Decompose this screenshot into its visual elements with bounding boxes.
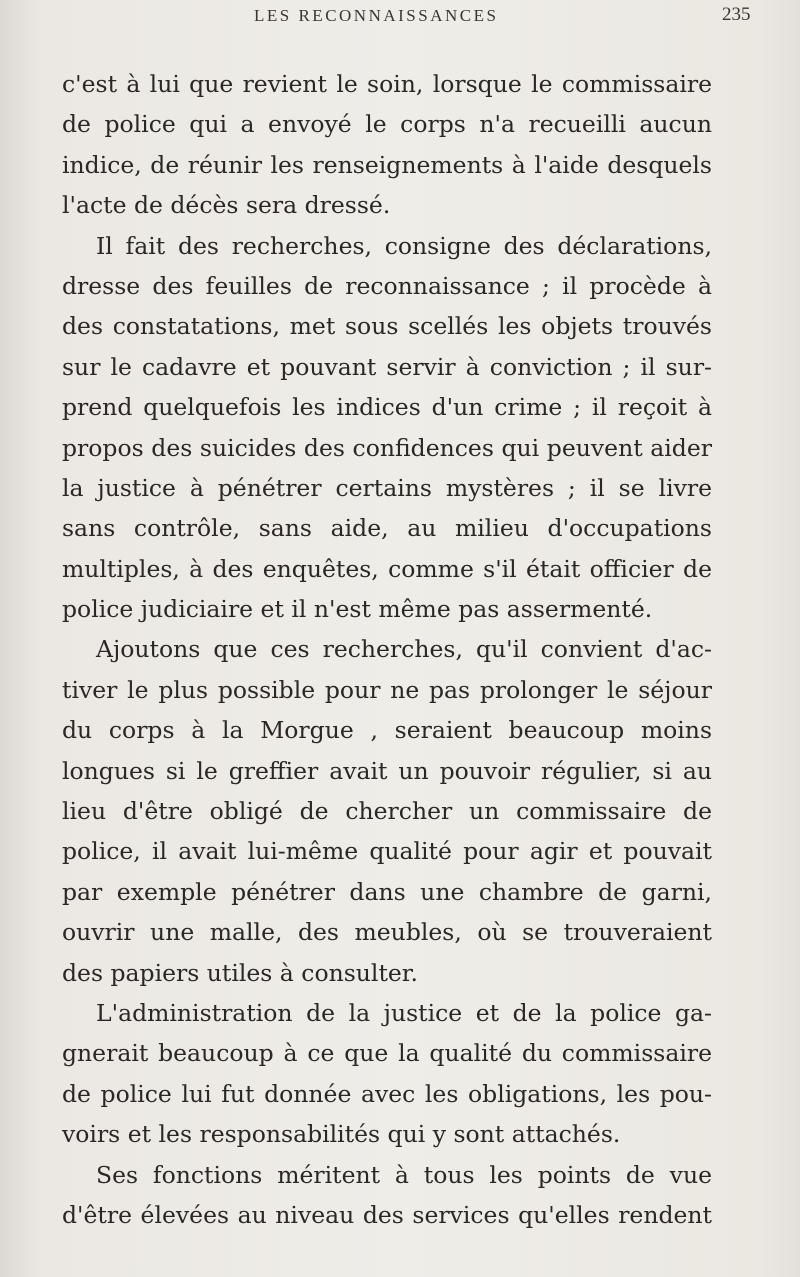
text-line: d'être élevées au niveau des services qu'elles rendent — [62, 1200, 712, 1229]
text-line: lieu d'être obligé de chercher un commissaire de — [62, 797, 712, 826]
text-line: police, il avait lui-même qualité pour agir et pouvait — [62, 837, 712, 866]
text-line: sur le cadavre et pouvant servir à conviction ; il sur- — [62, 352, 712, 381]
body-text — [62, 64, 712, 1235]
text-line: par exemple pénétrer dans une chambre de garni, — [62, 877, 712, 906]
text-line: de police lui fut donnée avec les obligations, les pou- — [62, 1079, 712, 1108]
text-line: ouvrir une malle, des meubles, où se trouveraient — [62, 918, 712, 947]
text-line: police judiciaire et il n'est même pas assermenté. — [62, 595, 653, 624]
text-line: propos des suicides des confidences qui peuvent aider — [62, 433, 712, 462]
text-line: de police qui a envoyé le corps n'a recueilli aucun — [62, 110, 712, 139]
text-line: Ses fonctions méritent à tous les points de vue — [96, 1160, 712, 1189]
text-line: tiver le plus possible pour ne pas prolonger le séjour — [62, 675, 712, 704]
page-number: 235 — [722, 4, 751, 25]
text-line: l'acte de décès sera dressé. — [62, 191, 391, 220]
text-line: Ajoutons que ces recherches, qu'il convient d'ac- — [96, 635, 712, 664]
text-line: du corps à la Morgue , seraient beaucoup moins — [62, 716, 712, 745]
text-line: multiples, à des enquêtes, comme s'il était officier de — [62, 554, 712, 583]
text-line: sans contrôle, sans aide, au milieu d'occupations — [62, 514, 712, 543]
text-line: gnerait beaucoup à ce que la qualité du commissaire — [62, 1039, 712, 1068]
text-line: Il fait des recherches, consigne des déclarations, — [96, 231, 712, 260]
text-line: c'est à lui que revient le soin, lorsque le commissaire — [62, 70, 712, 98]
text-line: indice, de réunir les renseignements à l'aide desquels — [62, 150, 712, 179]
text-line: la justice à pénétrer certains mystères ; il se livre — [62, 473, 712, 502]
text-line: des constatations, met sous scellés les objets trouvés — [62, 312, 712, 341]
text-line: des papiers utiles à consulter. — [62, 958, 418, 987]
text-line: prend quelquefois les indices d'un crime ; il reçoit à — [62, 393, 712, 422]
text-line: L'administration de la justice et de la police ga- — [96, 998, 712, 1027]
running-head: LES RECONNAISSANCES — [254, 6, 499, 25]
text-line: voirs et les responsabilités qui y sont attachés. — [62, 1120, 621, 1149]
text-line: longues si le greffier avait un pouvoir régulier, si au — [62, 756, 712, 785]
text-line: dresse des feuilles de reconnaissance ; il procède à — [62, 271, 712, 300]
